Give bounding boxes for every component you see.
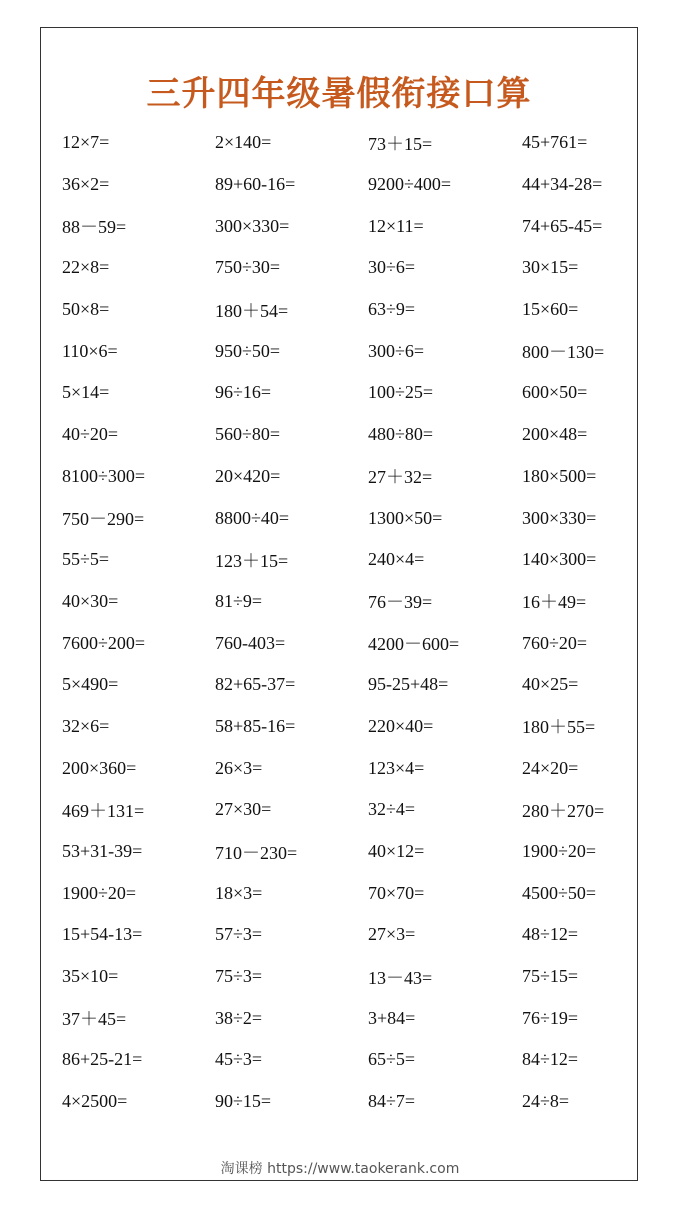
math-problem: 100÷25= <box>368 382 434 403</box>
problem-row <box>62 997 637 1039</box>
math-problem: 40×25= <box>522 674 579 695</box>
problem-row <box>62 1039 637 1081</box>
math-problem: 8100÷300= <box>62 465 146 486</box>
math-problem: 30×15= <box>522 257 579 278</box>
problem-row <box>62 330 637 372</box>
math-problem: 63÷9= <box>368 299 416 320</box>
math-problem: 180＋55= <box>522 717 596 738</box>
math-problem: 40÷20= <box>62 424 119 445</box>
math-problem: 300×330= <box>522 507 597 528</box>
math-problem: 76－39= <box>368 592 433 613</box>
math-problem: 44+34-28= <box>522 174 603 195</box>
math-problem: 55÷5= <box>62 549 110 570</box>
math-problem: 36×2= <box>62 174 110 195</box>
math-problem: 37＋45= <box>62 1009 127 1030</box>
problem-row <box>62 414 637 456</box>
math-problem: 81÷9= <box>215 590 263 611</box>
problem-row <box>62 872 637 914</box>
math-problem: 22×8= <box>62 257 110 278</box>
math-problem: 13－43= <box>368 967 433 988</box>
math-problem: 48÷12= <box>522 924 579 945</box>
math-problem: 27×30= <box>215 799 272 820</box>
math-problem: 1900÷20= <box>62 882 137 903</box>
math-problem: 70×70= <box>368 882 425 903</box>
math-problem: 110×6= <box>62 340 118 361</box>
math-problem: 82+65-37= <box>215 674 296 695</box>
problem-row <box>62 831 637 873</box>
math-problem: 300×330= <box>215 215 290 236</box>
math-problem: 88－59= <box>62 217 127 238</box>
math-problem: 16＋49= <box>522 592 587 613</box>
math-problem: 1900÷20= <box>522 841 597 862</box>
problem-row <box>62 205 637 247</box>
math-problem: 8800÷40= <box>215 507 290 528</box>
math-problem: 90÷15= <box>215 1091 272 1112</box>
math-problem: 20×420= <box>215 465 281 486</box>
math-problem: 4×2500= <box>62 1091 128 1112</box>
problem-row <box>62 664 637 706</box>
problem-row <box>62 622 637 664</box>
math-problem: 12×7= <box>62 132 110 153</box>
math-problem: 123×4= <box>368 757 425 778</box>
math-problem: 40×12= <box>368 841 425 862</box>
math-problem: 760-403= <box>215 632 286 653</box>
math-problem: 24×20= <box>522 757 579 778</box>
problem-row <box>62 372 637 414</box>
math-problem: 12×11= <box>368 215 424 236</box>
problem-row <box>62 247 637 289</box>
math-problem: 200×360= <box>62 757 137 778</box>
math-problem: 84÷7= <box>368 1091 416 1112</box>
math-problem: 45+761= <box>522 132 588 153</box>
math-problem: 24÷8= <box>522 1091 570 1112</box>
math-problem: 280＋270= <box>522 800 605 821</box>
math-problem: 45÷3= <box>215 1049 263 1070</box>
math-problem: 75÷3= <box>215 966 263 987</box>
math-problem: 96÷16= <box>215 382 272 403</box>
math-problem: 18×3= <box>215 882 263 903</box>
math-problem: 38÷2= <box>215 1007 263 1028</box>
math-problem: 4500÷50= <box>522 882 597 903</box>
math-problem: 5×490= <box>62 674 119 695</box>
math-problem: 57÷3= <box>215 924 263 945</box>
math-problem: 2×140= <box>215 132 272 153</box>
math-problem: 240×4= <box>368 549 425 570</box>
math-problem: 35×10= <box>62 966 119 987</box>
math-problem: 4200－600= <box>368 634 460 655</box>
footer-watermark: 淘课榜 https://www.taokerank.com <box>220 1161 460 1177</box>
math-problem: 84÷12= <box>522 1049 579 1070</box>
math-problem: 95-25+48= <box>368 674 449 695</box>
math-problem: 65÷5= <box>368 1049 416 1070</box>
math-problem: 750÷30= <box>215 257 281 278</box>
math-problem: 3+84= <box>368 1007 416 1028</box>
math-problem: 58+85-16= <box>215 715 296 736</box>
math-problem: 74+65-45= <box>522 215 603 236</box>
math-problem: 140×300= <box>522 549 597 570</box>
problem-row <box>62 914 637 956</box>
problem-row <box>62 456 637 498</box>
math-problem: 800－130= <box>522 342 605 363</box>
math-problem: 480÷80= <box>368 424 434 445</box>
problem-row <box>62 539 637 581</box>
problem-row <box>62 497 637 539</box>
math-problem: 30÷6= <box>368 257 416 278</box>
problem-row <box>62 581 637 623</box>
math-problem: 53+31-39= <box>62 841 143 862</box>
math-problem: 50×8= <box>62 299 110 320</box>
math-problem: 40×30= <box>62 590 119 611</box>
math-problem: 180×500= <box>522 465 597 486</box>
worksheet-title: 三升四年级暑假衔接口算 <box>146 74 532 114</box>
math-problem: 73＋15= <box>368 133 433 154</box>
problem-row <box>62 1081 637 1123</box>
math-problem: 9200÷400= <box>368 174 452 195</box>
math-problem: 200×48= <box>522 424 588 445</box>
math-problem: 220×40= <box>368 715 434 736</box>
math-problem: 27×3= <box>368 924 416 945</box>
math-problem: 180＋54= <box>215 300 289 321</box>
problem-row <box>62 164 637 206</box>
math-problem: 5×14= <box>62 382 110 403</box>
math-problem: 300÷6= <box>368 340 425 361</box>
problem-row <box>62 122 637 164</box>
math-problem: 15+54-13= <box>62 924 143 945</box>
problem-row <box>62 706 637 748</box>
problem-row <box>62 789 637 831</box>
math-problem: 32×6= <box>62 715 110 736</box>
math-problem: 27＋32= <box>368 467 433 488</box>
math-problem: 7600÷200= <box>62 632 146 653</box>
math-problem: 15×60= <box>522 299 579 320</box>
problem-grid <box>62 122 637 1123</box>
math-problem: 760÷20= <box>522 632 588 653</box>
worksheet-frame <box>40 27 638 1181</box>
math-problem: 32÷4= <box>368 799 416 820</box>
math-problem: 560÷80= <box>215 424 281 445</box>
math-problem: 950÷50= <box>215 340 281 361</box>
math-problem: 89+60-16= <box>215 174 296 195</box>
math-problem: 1300×50= <box>368 507 443 528</box>
math-problem: 469＋131= <box>62 800 145 821</box>
problem-row <box>62 956 637 998</box>
math-problem: 123＋15= <box>215 550 289 571</box>
math-problem: 600×50= <box>522 382 588 403</box>
math-problem: 750－290= <box>62 509 145 530</box>
math-problem: 76÷19= <box>522 1007 579 1028</box>
problem-row <box>62 289 637 331</box>
problem-row <box>62 747 637 789</box>
math-problem: 710－230= <box>215 842 298 863</box>
math-problem: 75÷15= <box>522 966 579 987</box>
math-problem: 26×3= <box>215 757 263 778</box>
math-problem: 86+25-21= <box>62 1049 143 1070</box>
